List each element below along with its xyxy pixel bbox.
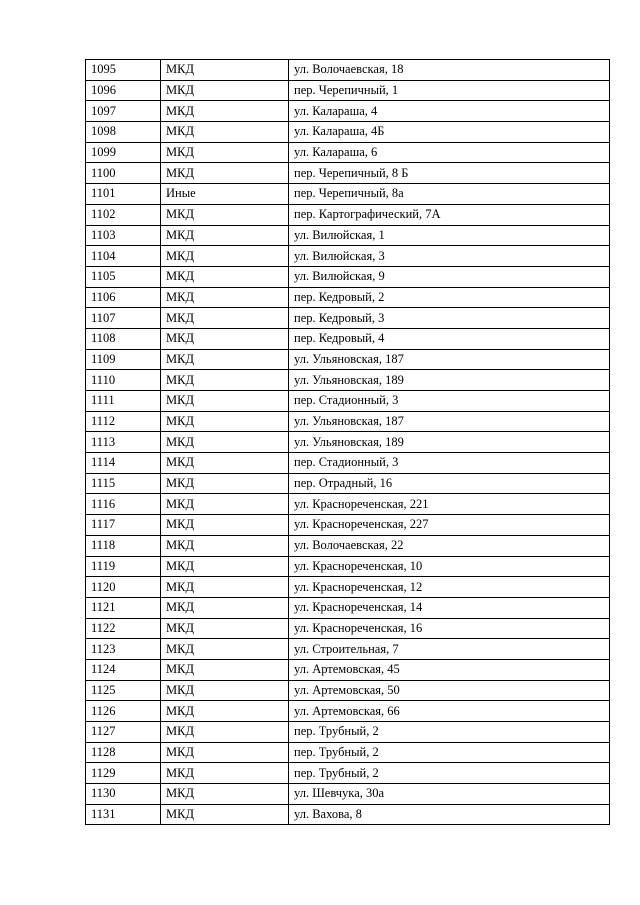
row-number-cell: 1125: [86, 680, 161, 701]
table-row: [86, 225, 610, 246]
object-type-cell: МКД: [161, 163, 289, 184]
address-cell: пер. Стадионный, 3: [289, 453, 610, 474]
table-row: [86, 473, 610, 494]
table-row: [86, 411, 610, 432]
table-row: [86, 246, 610, 267]
address-cell: ул. Шевчука, 30а: [289, 784, 610, 805]
address-cell: ул. Артемовская, 50: [289, 680, 610, 701]
address-cell: ул. Строительная, 7: [289, 639, 610, 660]
address-cell: пер. Отрадный, 16: [289, 473, 610, 494]
table-row: [86, 80, 610, 101]
table-row: [86, 556, 610, 577]
table-row: [86, 742, 610, 763]
row-number-cell: 1103: [86, 225, 161, 246]
address-cell: ул. Краснореченская, 12: [289, 577, 610, 598]
object-type-cell: МКД: [161, 60, 289, 81]
row-number-cell: 1119: [86, 556, 161, 577]
table-row: [86, 453, 610, 474]
row-number-cell: 1130: [86, 784, 161, 805]
object-type-cell: МКД: [161, 763, 289, 784]
row-number-cell: 1121: [86, 597, 161, 618]
address-cell: ул. Вилюйская, 1: [289, 225, 610, 246]
object-type-cell: МКД: [161, 535, 289, 556]
object-type-cell: МКД: [161, 204, 289, 225]
object-type-cell: МКД: [161, 742, 289, 763]
row-number-cell: 1109: [86, 349, 161, 370]
row-number-cell: 1108: [86, 328, 161, 349]
table-row: [86, 432, 610, 453]
row-number-cell: 1126: [86, 701, 161, 722]
table-row: [86, 101, 610, 122]
object-type-cell: МКД: [161, 411, 289, 432]
address-cell: пер. Кедровый, 4: [289, 328, 610, 349]
address-cell: ул. Артемовская, 45: [289, 659, 610, 680]
object-type-cell: МКД: [161, 556, 289, 577]
object-type-cell: МКД: [161, 680, 289, 701]
object-type-cell: МКД: [161, 122, 289, 143]
address-cell: пер. Трубный, 2: [289, 742, 610, 763]
object-type-cell: МКД: [161, 618, 289, 639]
object-type-cell: МКД: [161, 391, 289, 412]
table-row: [86, 494, 610, 515]
address-cell: ул. Артемовская, 66: [289, 701, 610, 722]
object-type-cell: МКД: [161, 308, 289, 329]
address-cell: пер. Трубный, 2: [289, 763, 610, 784]
object-type-cell: МКД: [161, 225, 289, 246]
row-number-cell: 1117: [86, 515, 161, 536]
row-number-cell: 1129: [86, 763, 161, 784]
address-cell: пер. Картографический, 7А: [289, 204, 610, 225]
table-row: [86, 184, 610, 205]
address-cell: пер. Трубный, 2: [289, 722, 610, 743]
object-type-cell: МКД: [161, 370, 289, 391]
table-row: [86, 577, 610, 598]
address-cell: ул. Калараша, 4: [289, 101, 610, 122]
table-row: [86, 60, 610, 81]
row-number-cell: 1120: [86, 577, 161, 598]
object-type-cell: МКД: [161, 722, 289, 743]
address-cell: ул. Калараша, 6: [289, 142, 610, 163]
object-type-cell: МКД: [161, 639, 289, 660]
table-row: [86, 122, 610, 143]
table-row: [86, 597, 610, 618]
object-type-cell: МКД: [161, 453, 289, 474]
address-cell: ул. Вилюйская, 3: [289, 246, 610, 267]
object-type-cell: МКД: [161, 659, 289, 680]
table-row: [86, 535, 610, 556]
address-cell: ул. Ульяновская, 189: [289, 432, 610, 453]
row-number-cell: 1101: [86, 184, 161, 205]
object-type-cell: МКД: [161, 701, 289, 722]
row-number-cell: 1095: [86, 60, 161, 81]
row-number-cell: 1124: [86, 659, 161, 680]
table-row: [86, 659, 610, 680]
address-cell: пер. Кедровый, 3: [289, 308, 610, 329]
table-row: [86, 391, 610, 412]
object-type-cell: МКД: [161, 784, 289, 805]
table-row: [86, 784, 610, 805]
object-type-cell: МКД: [161, 266, 289, 287]
address-cell: пер. Черепичный, 1: [289, 80, 610, 101]
row-number-cell: 1115: [86, 473, 161, 494]
address-cell: ул. Ульяновская, 187: [289, 349, 610, 370]
row-number-cell: 1107: [86, 308, 161, 329]
row-number-cell: 1096: [86, 80, 161, 101]
table-row: [86, 266, 610, 287]
address-cell: ул. Вилюйская, 9: [289, 266, 610, 287]
table-row: [86, 804, 610, 825]
row-number-cell: 1097: [86, 101, 161, 122]
row-number-cell: 1118: [86, 535, 161, 556]
object-type-cell: МКД: [161, 101, 289, 122]
table-row: [86, 328, 610, 349]
address-cell: ул. Краснореченская, 221: [289, 494, 610, 515]
object-type-cell: МКД: [161, 246, 289, 267]
object-type-cell: МКД: [161, 287, 289, 308]
table-row: [86, 287, 610, 308]
address-cell: пер. Черепичный, 8 Б: [289, 163, 610, 184]
object-type-cell: МКД: [161, 804, 289, 825]
address-cell: пер. Черепичный, 8а: [289, 184, 610, 205]
address-cell: ул. Краснореченская, 227: [289, 515, 610, 536]
object-type-cell: МКД: [161, 432, 289, 453]
table-row: [86, 639, 610, 660]
table-row: [86, 722, 610, 743]
table-row: [86, 163, 610, 184]
address-cell: ул. Волочаевская, 22: [289, 535, 610, 556]
address-cell: ул. Ульяновская, 189: [289, 370, 610, 391]
row-number-cell: 1122: [86, 618, 161, 639]
row-number-cell: 1106: [86, 287, 161, 308]
address-cell: ул. Ульяновская, 187: [289, 411, 610, 432]
row-number-cell: 1111: [86, 391, 161, 412]
address-cell: ул. Краснореченская, 16: [289, 618, 610, 639]
row-number-cell: 1128: [86, 742, 161, 763]
address-cell: ул. Краснореченская, 14: [289, 597, 610, 618]
table-row: [86, 680, 610, 701]
table-row: [86, 370, 610, 391]
row-number-cell: 1123: [86, 639, 161, 660]
row-number-cell: 1102: [86, 204, 161, 225]
row-number-cell: 1105: [86, 266, 161, 287]
object-type-cell: МКД: [161, 494, 289, 515]
address-cell: пер. Стадионный, 3: [289, 391, 610, 412]
address-cell: ул. Вахова, 8: [289, 804, 610, 825]
table-row: [86, 349, 610, 370]
row-number-cell: 1127: [86, 722, 161, 743]
object-type-cell: МКД: [161, 473, 289, 494]
object-type-cell: МКД: [161, 142, 289, 163]
table-row: [86, 204, 610, 225]
row-number-cell: 1112: [86, 411, 161, 432]
address-cell: ул. Волочаевская, 18: [289, 60, 610, 81]
object-type-cell: МКД: [161, 328, 289, 349]
table-row: [86, 142, 610, 163]
object-type-cell: Иные: [161, 184, 289, 205]
row-number-cell: 1110: [86, 370, 161, 391]
row-number-cell: 1099: [86, 142, 161, 163]
address-table-body: [86, 60, 610, 825]
object-type-cell: МКД: [161, 515, 289, 536]
table-row: [86, 308, 610, 329]
address-cell: пер. Кедровый, 2: [289, 287, 610, 308]
address-cell: ул. Калараша, 4Б: [289, 122, 610, 143]
row-number-cell: 1131: [86, 804, 161, 825]
row-number-cell: 1116: [86, 494, 161, 515]
table-row: [86, 763, 610, 784]
object-type-cell: МКД: [161, 597, 289, 618]
table-row: [86, 701, 610, 722]
address-cell: ул. Краснореченская, 10: [289, 556, 610, 577]
row-number-cell: 1100: [86, 163, 161, 184]
row-number-cell: 1104: [86, 246, 161, 267]
row-number-cell: 1113: [86, 432, 161, 453]
row-number-cell: 1098: [86, 122, 161, 143]
address-table: [85, 59, 610, 825]
object-type-cell: МКД: [161, 349, 289, 370]
row-number-cell: 1114: [86, 453, 161, 474]
object-type-cell: МКД: [161, 577, 289, 598]
table-row: [86, 515, 610, 536]
object-type-cell: МКД: [161, 80, 289, 101]
table-row: [86, 618, 610, 639]
